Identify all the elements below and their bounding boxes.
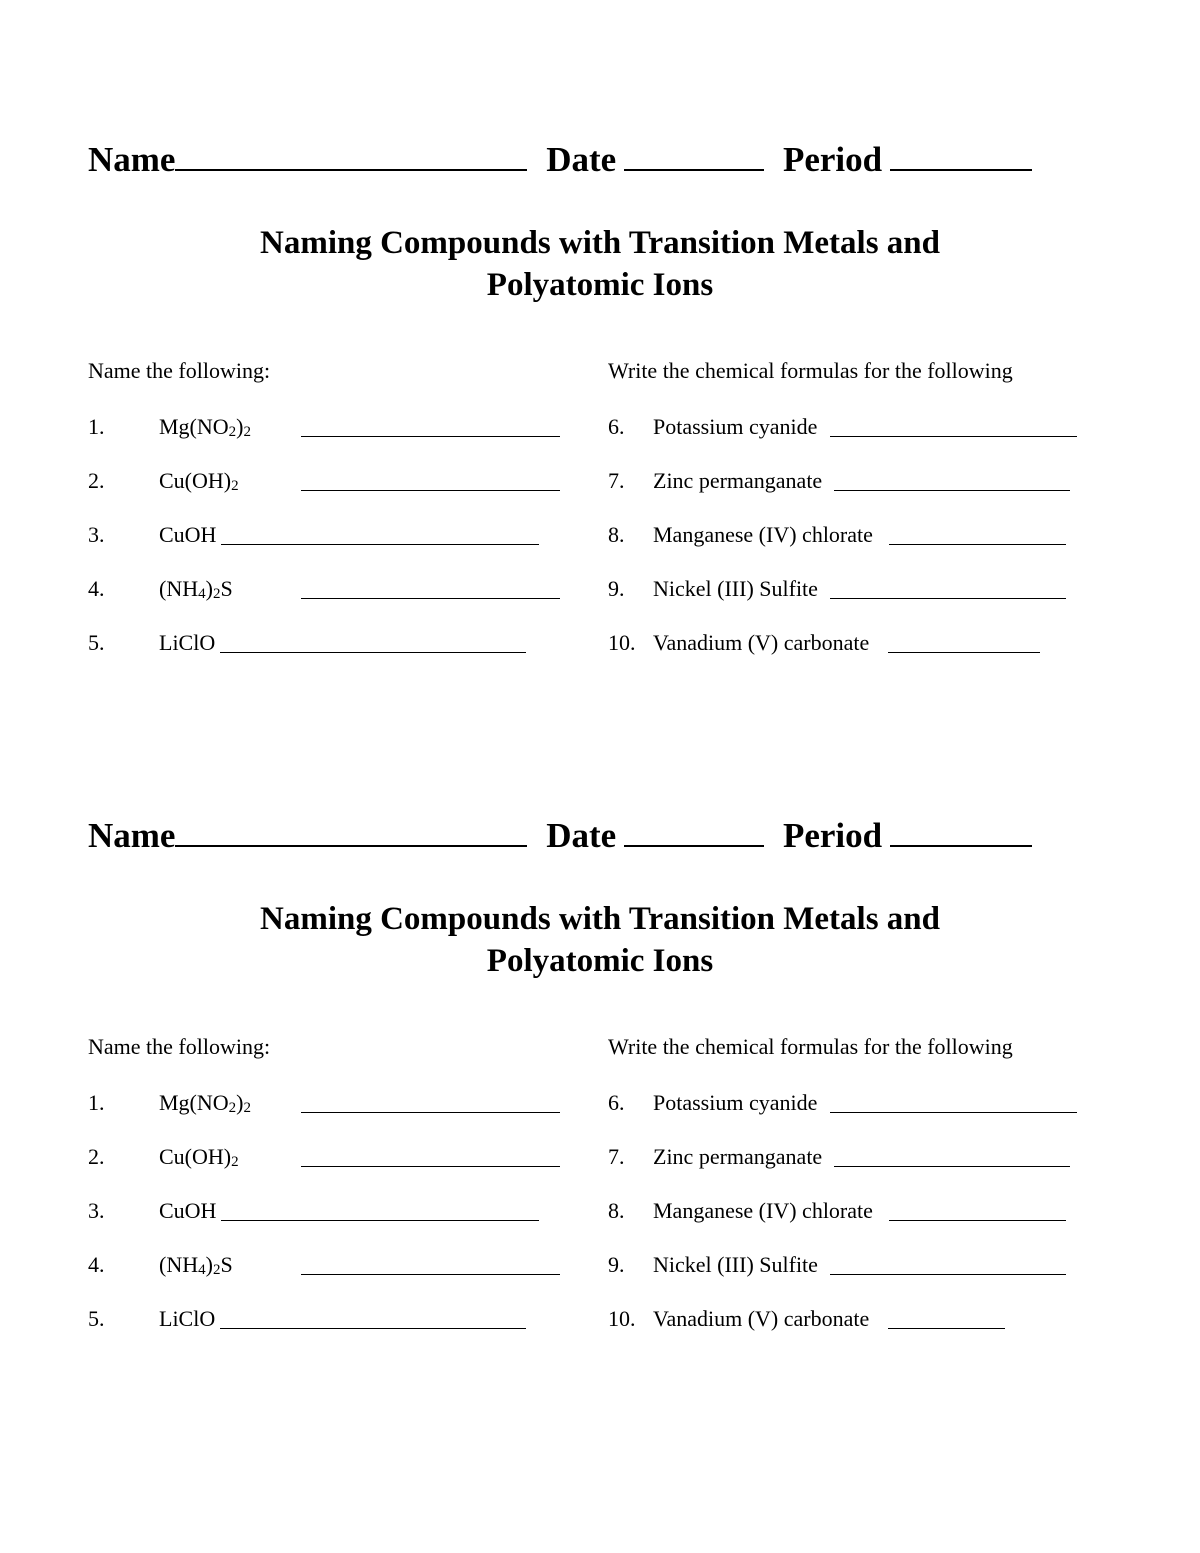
item-compound-name: Zinc permanganate <box>653 1144 823 1169</box>
answer-line[interactable] <box>830 436 1077 437</box>
item-number: 3. <box>88 1198 105 1223</box>
answer-line[interactable] <box>301 436 560 437</box>
item-number: 10. <box>608 630 636 655</box>
answer-line[interactable] <box>220 652 526 653</box>
worksheet-title-line-2: Polyatomic Ions <box>486 943 714 979</box>
item-number: 4. <box>88 1252 105 1277</box>
date-label: Date <box>546 140 617 179</box>
name-label: Name <box>88 140 176 179</box>
name-blank[interactable] <box>175 141 527 171</box>
item-compound-name: Vanadium (V) carbonate <box>653 630 870 655</box>
item-number: 6. <box>608 414 625 439</box>
worksheet-title-line-2: Polyatomic Ions <box>486 267 714 303</box>
date-blank[interactable] <box>624 817 764 847</box>
item-number: 1. <box>88 414 105 439</box>
answer-line[interactable] <box>888 652 1040 653</box>
period-label: Period <box>782 140 883 179</box>
answer-line[interactable] <box>830 1274 1066 1275</box>
date-label: Date <box>546 816 617 855</box>
answer-line[interactable] <box>834 1166 1070 1167</box>
left-instruction: Name the following: <box>88 358 271 383</box>
answer-line[interactable] <box>889 1220 1066 1221</box>
item-number: 5. <box>88 630 105 655</box>
date-blank[interactable] <box>624 141 764 171</box>
worksheet-bottom <box>0 676 1200 1331</box>
right-instruction: Write the chemical formulas for the following <box>608 358 1013 383</box>
answer-line[interactable] <box>889 544 1066 545</box>
item-number: 10. <box>608 1306 636 1331</box>
item-compound-name: Manganese (IV) chlorate <box>653 522 873 547</box>
item-number: 2. <box>88 468 105 493</box>
item-number: 9. <box>608 576 625 601</box>
item-compound-name: Vanadium (V) carbonate <box>653 1306 870 1331</box>
item-number: 5. <box>88 1306 105 1331</box>
item-formula: $(NH_4)_2S$ <box>159 576 233 602</box>
item-formula: $Cu(OH)_2$ <box>159 1144 239 1170</box>
item-compound-name: Zinc permanganate <box>653 468 823 493</box>
right-instruction: Write the chemical formulas for the following <box>608 1034 1013 1059</box>
item-number: 9. <box>608 1252 625 1277</box>
answer-line[interactable] <box>830 598 1066 599</box>
answer-line[interactable] <box>301 490 560 491</box>
answer-line[interactable] <box>834 490 1070 491</box>
item-compound-name: Potassium cyanide <box>653 414 818 439</box>
period-blank[interactable] <box>890 817 1032 847</box>
left-instruction: Name the following: <box>88 1034 271 1059</box>
item-formula: CuOH <box>159 1198 217 1223</box>
item-formula: CuOH <box>159 522 217 547</box>
worksheet-top <box>0 0 1200 655</box>
item-number: 7. <box>608 1144 625 1169</box>
answer-line[interactable] <box>888 1328 1005 1329</box>
header-line <box>88 140 1032 180</box>
answer-line[interactable] <box>221 1220 539 1221</box>
item-compound-name: Potassium cyanide <box>653 1090 818 1115</box>
period-label: Period <box>782 816 883 855</box>
name-label: Name <box>88 816 176 855</box>
item-number: 8. <box>608 522 625 547</box>
name-blank[interactable] <box>175 817 527 847</box>
item-compound-name: Nickel (III) Sulfite <box>653 576 818 601</box>
answer-line[interactable] <box>301 1112 560 1113</box>
item-formula: $Mg(NO_2)_2$ <box>159 1090 251 1116</box>
answer-line[interactable] <box>830 1112 1077 1113</box>
answer-line[interactable] <box>301 1274 560 1275</box>
item-compound-name: Manganese (IV) chlorate <box>653 1198 873 1223</box>
item-formula: LiClO <box>159 1306 216 1331</box>
item-number: 1. <box>88 1090 105 1115</box>
item-number: 8. <box>608 1198 625 1223</box>
item-number: 4. <box>88 576 105 601</box>
item-formula: LiClO <box>159 630 216 655</box>
item-formula: $(NH_4)_2S$ <box>159 1252 233 1278</box>
answer-line[interactable] <box>220 1328 526 1329</box>
item-compound-name: Nickel (III) Sulfite <box>653 1252 818 1277</box>
answer-line[interactable] <box>301 1166 560 1167</box>
item-formula: $Mg(NO_2)_2$ <box>159 414 251 440</box>
item-formula: $Cu(OH)_2$ <box>159 468 239 494</box>
item-number: 3. <box>88 522 105 547</box>
worksheet-title-line-1: Naming Compounds with Transition Metals and <box>260 225 940 261</box>
item-number: 2. <box>88 1144 105 1169</box>
header-line <box>88 816 1032 856</box>
item-number: 6. <box>608 1090 625 1115</box>
item-number: 7. <box>608 468 625 493</box>
answer-line[interactable] <box>221 544 539 545</box>
period-blank[interactable] <box>890 141 1032 171</box>
worksheet-title-line-1: Naming Compounds with Transition Metals and <box>260 901 940 937</box>
answer-line[interactable] <box>301 598 560 599</box>
